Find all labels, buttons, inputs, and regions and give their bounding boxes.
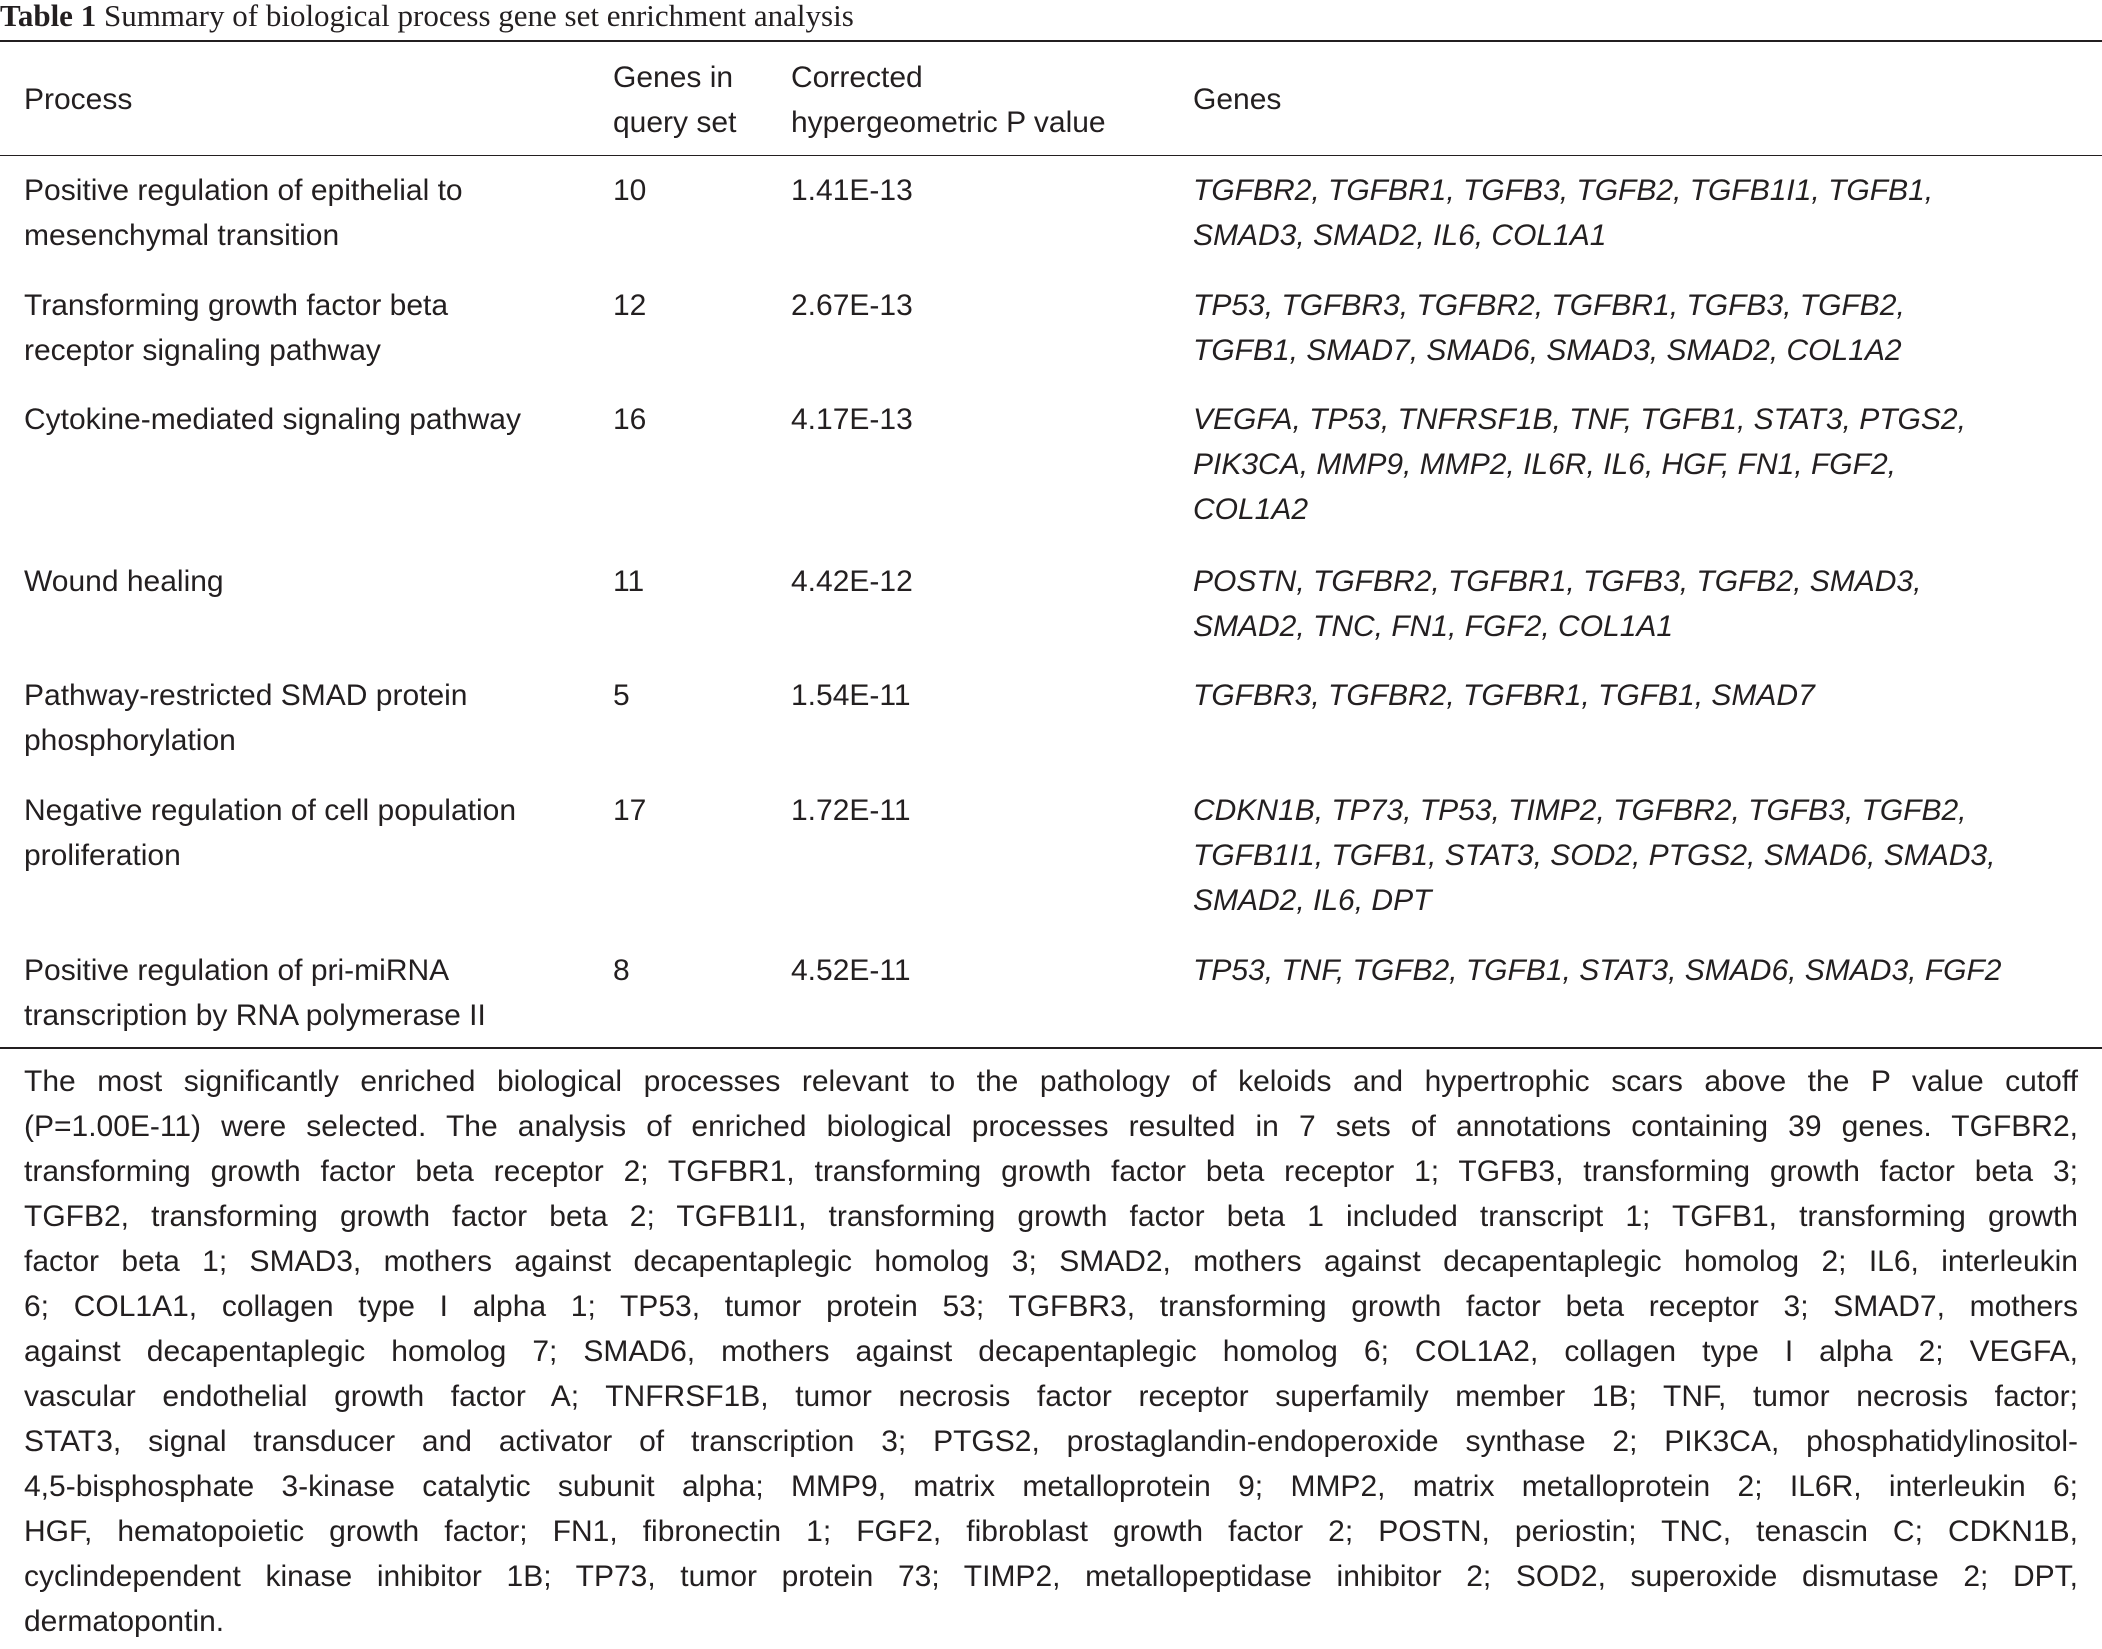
process-cell — [24, 397, 521, 442]
table-caption-text: Summary of biological process gene set enrichment analysis — [103, 0, 854, 33]
process-line: Positive regulation of epithelial to — [24, 174, 463, 207]
genes-line: TGFBR3, TGFBR2, TGFBR1, TGFB1, SMAD7 — [1193, 679, 1815, 712]
genes-cell — [1193, 168, 1933, 258]
genes-line: TGFB1, SMAD7, SMAD6, SMAD3, SMAD2, COL1A2 — [1193, 334, 1902, 367]
process-line: Negative regulation of cell population — [24, 794, 516, 827]
process-cell — [24, 788, 516, 878]
genes-line: POSTN, TGFBR2, TGFBR1, TGFB3, TGFB2, SMAD3, — [1193, 565, 1922, 598]
footnote-line: against decapentaplegic homolog 7; SMAD6, mothers against decapentaplegic homolog 6; COL1A2, collagen type I alpha 2; VEGFA, — [24, 1335, 2078, 1368]
table-top-rule — [0, 40, 2102, 42]
header-genes-in-query-line: query set — [613, 106, 737, 139]
table-caption — [0, 0, 854, 36]
genes-line: VEGFA, TP53, TNFRSF1B, TNF, TGFB1, STAT3, PTGS2, — [1193, 403, 1966, 436]
count-cell: 8 — [613, 954, 630, 987]
genes-line: TGFB1I1, TGFB1, STAT3, SOD2, PTGS2, SMAD6, SMAD3, — [1193, 839, 1996, 872]
count-cell: 10 — [613, 174, 647, 207]
process-cell — [24, 673, 468, 763]
footnote-line: STAT3, signal transducer and activator of transcription 3; PTGS2, prostaglandin-endoperoxide synthase 2; PIK3CA, phosphatidylinositol- — [24, 1425, 2078, 1458]
table-caption-label: Table 1 — [0, 0, 97, 33]
footnote-line: 4,5-bisphosphate 3-kinase catalytic subunit alpha; MMP9, matrix metalloprotein 9; MMP2, matrix metalloprotein 2; IL6R, interleukin 6; — [24, 1470, 2078, 1503]
header-p-value-line: Corrected — [791, 61, 923, 94]
genes-line: CDKN1B, TP73, TP53, TIMP2, TGFBR2, TGFB3, TGFB2, — [1193, 794, 1967, 827]
header-genes: Genes — [1193, 83, 1282, 116]
genes-cell — [1193, 397, 1966, 532]
process-line: Positive regulation of pri-miRNA — [24, 954, 450, 987]
header-process: Process — [24, 83, 133, 116]
footnote-line: cyclindependent kinase inhibitor 1B; TP73, tumor protein 73; TIMP2, metallopeptidase inhibitor 2; SOD2, superoxide dismutase 2; DPT, — [24, 1560, 2078, 1593]
p-value-cell: 1.72E-11 — [791, 794, 911, 827]
footnote-line: dermatopontin. — [24, 1605, 225, 1638]
count-cell: 17 — [613, 794, 647, 827]
p-value-cell: 2.67E-13 — [791, 289, 913, 322]
header-p-value — [791, 55, 1106, 145]
p-value-cell: 1.54E-11 — [791, 679, 911, 712]
footnote-line: transforming growth factor beta receptor 2; TGFBR1, transforming growth factor beta receptor 1; TGFB3, transforming growth factor beta 3; — [24, 1155, 2078, 1188]
header-genes-in-query — [613, 55, 736, 145]
header-p-value-line: hypergeometric P value — [791, 106, 1106, 139]
footnote-line: The most significantly enriched biological processes relevant to the pathology of keloids and hypertrophic scars above the P value cutoff — [24, 1065, 2078, 1098]
genes-line: TP53, TNF, TGFB2, TGFB1, STAT3, SMAD6, SMAD3, FGF2 — [1193, 954, 2002, 987]
footnote-line: vascular endothelial growth factor A; TNFRSF1B, tumor necrosis factor receptor superfamily member 1B; TNF, tumor necrosis factor; — [24, 1380, 2078, 1413]
process-line: Transforming growth factor beta — [24, 289, 449, 322]
process-cell — [24, 283, 448, 373]
genes-line: SMAD2, TNC, FN1, FGF2, COL1A1 — [1193, 610, 1674, 643]
process-line: Wound healing — [24, 565, 224, 598]
genes-cell — [1193, 788, 1995, 923]
genes-line: SMAD2, IL6, DPT — [1193, 884, 1432, 917]
genes-line: SMAD3, SMAD2, IL6, COL1A1 — [1193, 219, 1607, 252]
process-cell — [24, 559, 224, 604]
genes-cell — [1193, 283, 1905, 373]
genes-cell — [1193, 673, 1815, 718]
genes-line: TGFBR2, TGFBR1, TGFB3, TGFB2, TGFB1I1, TGFB1, — [1193, 174, 1934, 207]
genes-cell — [1193, 559, 1921, 649]
count-cell: 12 — [613, 289, 647, 322]
table-bottom-rule — [0, 1047, 2102, 1049]
footnote-line: factor beta 1; SMAD3, mothers against decapentaplegic homolog 3; SMAD2, mothers against decapentaplegic homolog 2; IL6, interleukin — [24, 1245, 2078, 1278]
genes-line: PIK3CA, MMP9, MMP2, IL6R, IL6, HGF, FN1, FGF2, — [1193, 448, 1896, 481]
count-cell: 5 — [613, 679, 630, 712]
genes-line: COL1A2 — [1193, 493, 1309, 526]
process-line: mesenchymal transition — [24, 219, 340, 252]
count-cell: 16 — [613, 403, 647, 436]
footnote-line: (P=1.00E-11) were selected. The analysis of enriched biological processes resulted in 7 sets of annotations containing 39 genes. TGFBR2, — [24, 1110, 2078, 1143]
footnote-line: HGF, hematopoietic growth factor; FN1, fibronectin 1; FGF2, fibroblast growth factor 2; POSTN, periostin; TNC, tenascin C; CDKN1B, — [24, 1515, 2078, 1548]
p-value-cell: 4.42E-12 — [791, 565, 913, 598]
header-genes-in-query-line: Genes in — [613, 61, 734, 94]
genes-cell — [1193, 948, 2002, 993]
table-footnote — [24, 1059, 2078, 1644]
process-line: Pathway-restricted SMAD protein — [24, 679, 468, 712]
process-line: Cytokine-mediated signaling pathway — [24, 403, 521, 436]
p-value-cell: 1.41E-13 — [791, 174, 913, 207]
table-header-rule — [0, 155, 2102, 156]
footnote-line: TGFB2, transforming growth factor beta 2; TGFB1I1, transforming growth factor beta 1 included transcript 1; TGFB1, transforming growth — [24, 1200, 2078, 1233]
genes-line: TP53, TGFBR3, TGFBR2, TGFBR1, TGFB3, TGFB2, — [1193, 289, 1905, 322]
footnote-line: 6; COL1A1, collagen type I alpha 1; TP53, tumor protein 53; TGFBR3, transforming growth factor beta receptor 3; SMAD7, mothers — [24, 1290, 2078, 1323]
process-line: proliferation — [24, 839, 181, 872]
process-line: phosphorylation — [24, 724, 236, 757]
p-value-cell: 4.52E-11 — [791, 954, 911, 987]
process-line: transcription by RNA polymerase II — [24, 999, 486, 1032]
process-cell — [24, 168, 463, 258]
process-line: receptor signaling pathway — [24, 334, 381, 367]
process-cell — [24, 948, 486, 1038]
count-cell: 11 — [613, 565, 645, 598]
p-value-cell: 4.17E-13 — [791, 403, 913, 436]
